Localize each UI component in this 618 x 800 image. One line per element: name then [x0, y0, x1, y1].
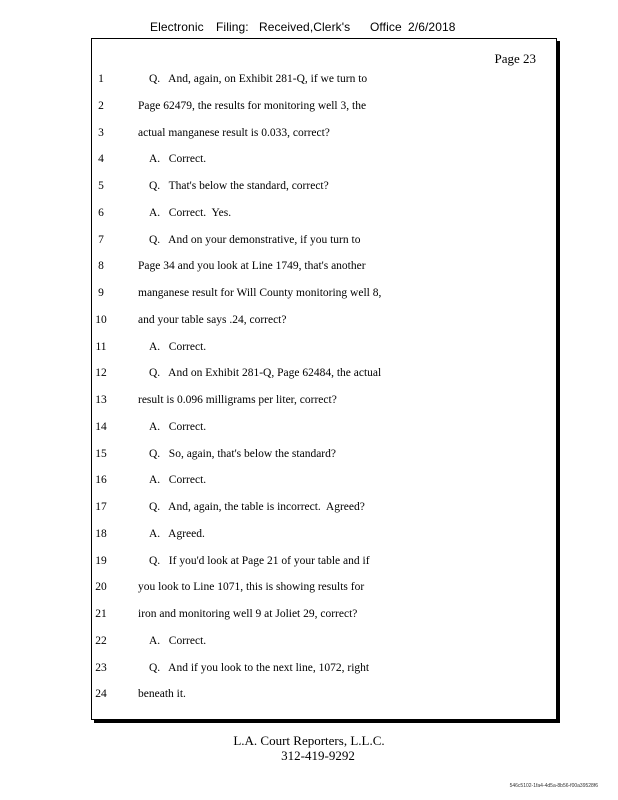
- header-filing: Filing:: [216, 20, 249, 34]
- line-text: A. Correct.: [149, 153, 207, 166]
- line-text: result is 0.096 milligrams per liter, correct?: [138, 394, 337, 406]
- line-text: iron and monitoring well 9 at Joliet 29, correct?: [138, 608, 358, 620]
- line-text: you look to Line 1071, this is showing results for: [138, 581, 365, 594]
- line-text: Q. And, again, on Exhibit 281-Q, if we turn to: [149, 73, 368, 85]
- line-number: 21: [95, 608, 107, 620]
- header-electronic: Electronic: [150, 20, 204, 34]
- line-number: 2: [98, 99, 104, 112]
- line-number: 5: [98, 180, 104, 192]
- line-text: Q. And on Exhibit 281-Q, Page 62484, the actual: [149, 367, 382, 380]
- line-text: beneath it.: [138, 688, 186, 701]
- line-text: manganese result for Will County monitoring well 8,: [138, 287, 382, 299]
- line-number: 15: [95, 447, 107, 460]
- line-number: 20: [95, 581, 107, 594]
- line-number: 9: [98, 287, 104, 299]
- filing-header: [0, 20, 618, 36]
- line-text: Q. That's below the standard, correct?: [149, 180, 329, 192]
- line-text: A. Correct.: [149, 474, 207, 487]
- line-text: A. Correct. Yes.: [149, 206, 232, 219]
- header-received: Received,Clerk's: [259, 20, 351, 34]
- footer-company: L.A. Court Reporters, L.L.C.: [233, 733, 385, 748]
- line-number: 12: [95, 367, 107, 380]
- line-number: 22: [95, 634, 107, 647]
- line-text: Q. And on your demonstrative, if you turn to: [149, 233, 361, 246]
- line-number: 10: [95, 313, 107, 326]
- line-number: 23: [95, 661, 107, 674]
- transcript-page: [91, 38, 557, 720]
- line-number: 13: [95, 394, 107, 406]
- line-number: 19: [95, 554, 107, 567]
- header-office: Office: [370, 20, 402, 34]
- line-number: 7: [98, 233, 104, 246]
- line-text: and your table says .24, correct?: [138, 313, 287, 326]
- line-text: Q. If you'd look at Page 21 of your table and if: [149, 554, 370, 567]
- document-hash: 546c5102-1fa4-4d5a-8b56-f00a39528f6: [509, 783, 598, 789]
- line-number: 1: [98, 73, 104, 85]
- header-date: 2/6/2018: [408, 20, 456, 34]
- line-number: 16: [95, 474, 107, 487]
- line-number: 17: [95, 501, 107, 513]
- line-text: Q. And, again, the table is incorrect. Agreed?: [149, 501, 365, 513]
- line-text: A. Correct.: [149, 340, 207, 353]
- line-text: Q. So, again, that's below the standard?: [149, 447, 336, 460]
- line-number: 3: [98, 126, 104, 139]
- line-text: Page 62479, the results for monitoring well 3, the: [138, 99, 367, 112]
- line-text: Page 34 and you look at Line 1749, that's another: [138, 260, 366, 273]
- line-number: 4: [98, 153, 104, 166]
- line-text: A. Correct.: [149, 420, 207, 433]
- page-number: Page 23: [494, 51, 536, 66]
- footer-phone: 312-419-9292: [281, 748, 355, 763]
- line-number: 14: [95, 420, 107, 433]
- line-text: actual manganese result is 0.033, correct?: [138, 126, 330, 139]
- line-text: A. Agreed.: [149, 527, 205, 540]
- line-number: 6: [98, 206, 104, 219]
- line-text: A. Correct.: [149, 634, 207, 647]
- line-number: 8: [98, 260, 104, 273]
- line-number: 18: [95, 527, 107, 540]
- line-number: 24: [95, 688, 107, 701]
- line-number: 11: [95, 340, 107, 353]
- line-text: Q. And if you look to the next line, 1072, right: [149, 661, 370, 674]
